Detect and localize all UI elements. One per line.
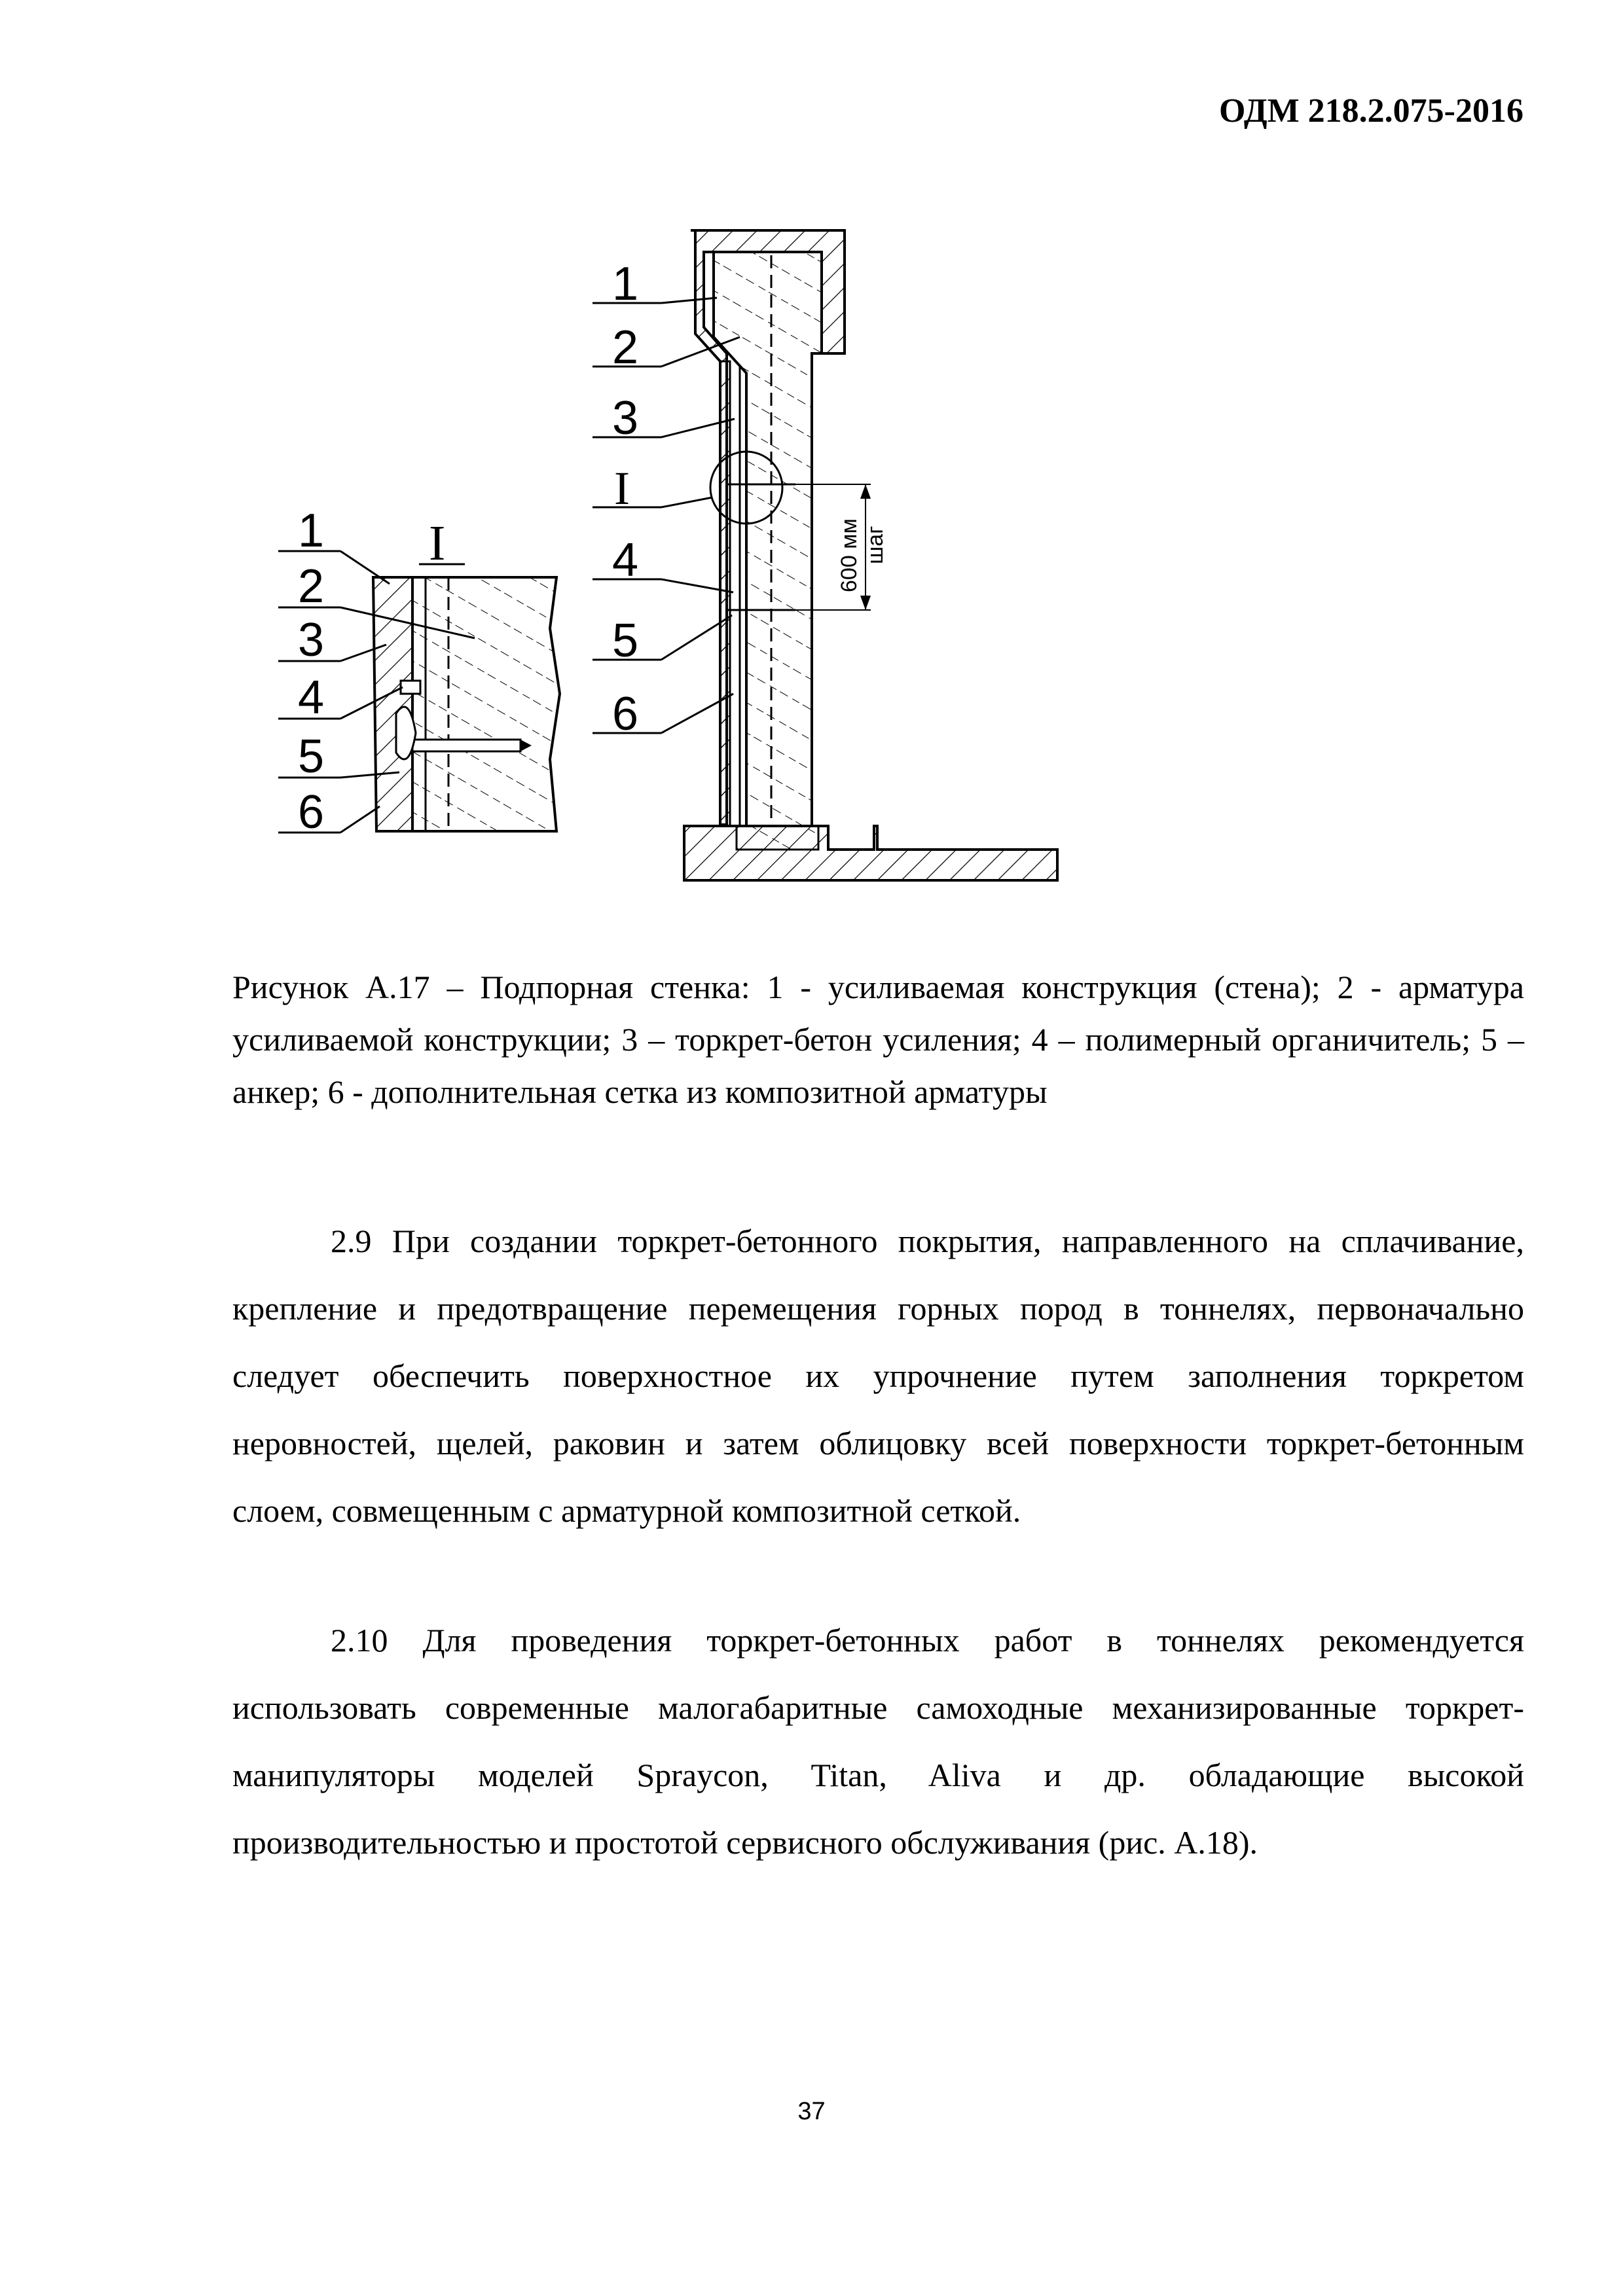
dimension-label: 600 мм	[837, 518, 862, 592]
dimension-note: шаг	[863, 526, 888, 564]
detail-callout-2: 2	[298, 560, 325, 613]
detail-callout-1: 1	[298, 505, 325, 557]
main-callout-6: 6	[612, 688, 639, 740]
main-callout-3: 3	[612, 392, 639, 444]
main-callout-2: 2	[612, 321, 639, 374]
page-number: 37	[797, 2098, 826, 2125]
paragraph-2-9: 2.9 При создании торкрет-бетонного покрытия, направленного на сплачивание, крепление и предотвращение перемещения горных пород в тоннелях, первоначально следует обеспечить поверхностное их упрочнение путем заполнения торкретом неровностей, щелей, раковин и затем облицовку всей поверхности торкрет-бетонным слоем, совмещенным с арматурной композитной сеткой.	[232, 1223, 1524, 1529]
retaining-wall-figure	[0, 0, 1623, 916]
detail-callout-5: 5	[298, 730, 325, 783]
figure-caption: Рисунок А.17 – Подпорная стенка: 1 - усиливаемая конструкция (стена); 2 - арматура усиливаемой конструкции; 3 – торкрет-бетон усиления; 4 – полимерный органичитель; 5 – анкер; 6 - дополнительная сетка из композитной арматуры	[232, 969, 1524, 1110]
detail-callout-6: 6	[298, 786, 325, 838]
paragraph-2-10: 2.10 Для проведения торкрет-бетонных работ в тоннелях рекомендуется использовать современные малогабаритные самоходные механизированные торкрет-манипуляторы моделей Spraycon, Titan, Aliva и др. обладающие высокой производительностью и простотой сервисного обслуживания (рис. А.18).	[232, 1622, 1524, 1861]
document-code: ОДМ 218.2.075-2016	[1218, 92, 1523, 130]
main-callout-I: I	[614, 462, 630, 514]
detail-callout-3: 3	[298, 614, 325, 666]
main-callout-4: 4	[612, 534, 639, 586]
detail-view	[373, 516, 560, 831]
detail-callout-4: 4	[298, 672, 325, 724]
main-callout-1: 1	[612, 258, 639, 310]
detail-label: I	[429, 516, 446, 571]
main-callout-5: 5	[612, 615, 639, 667]
